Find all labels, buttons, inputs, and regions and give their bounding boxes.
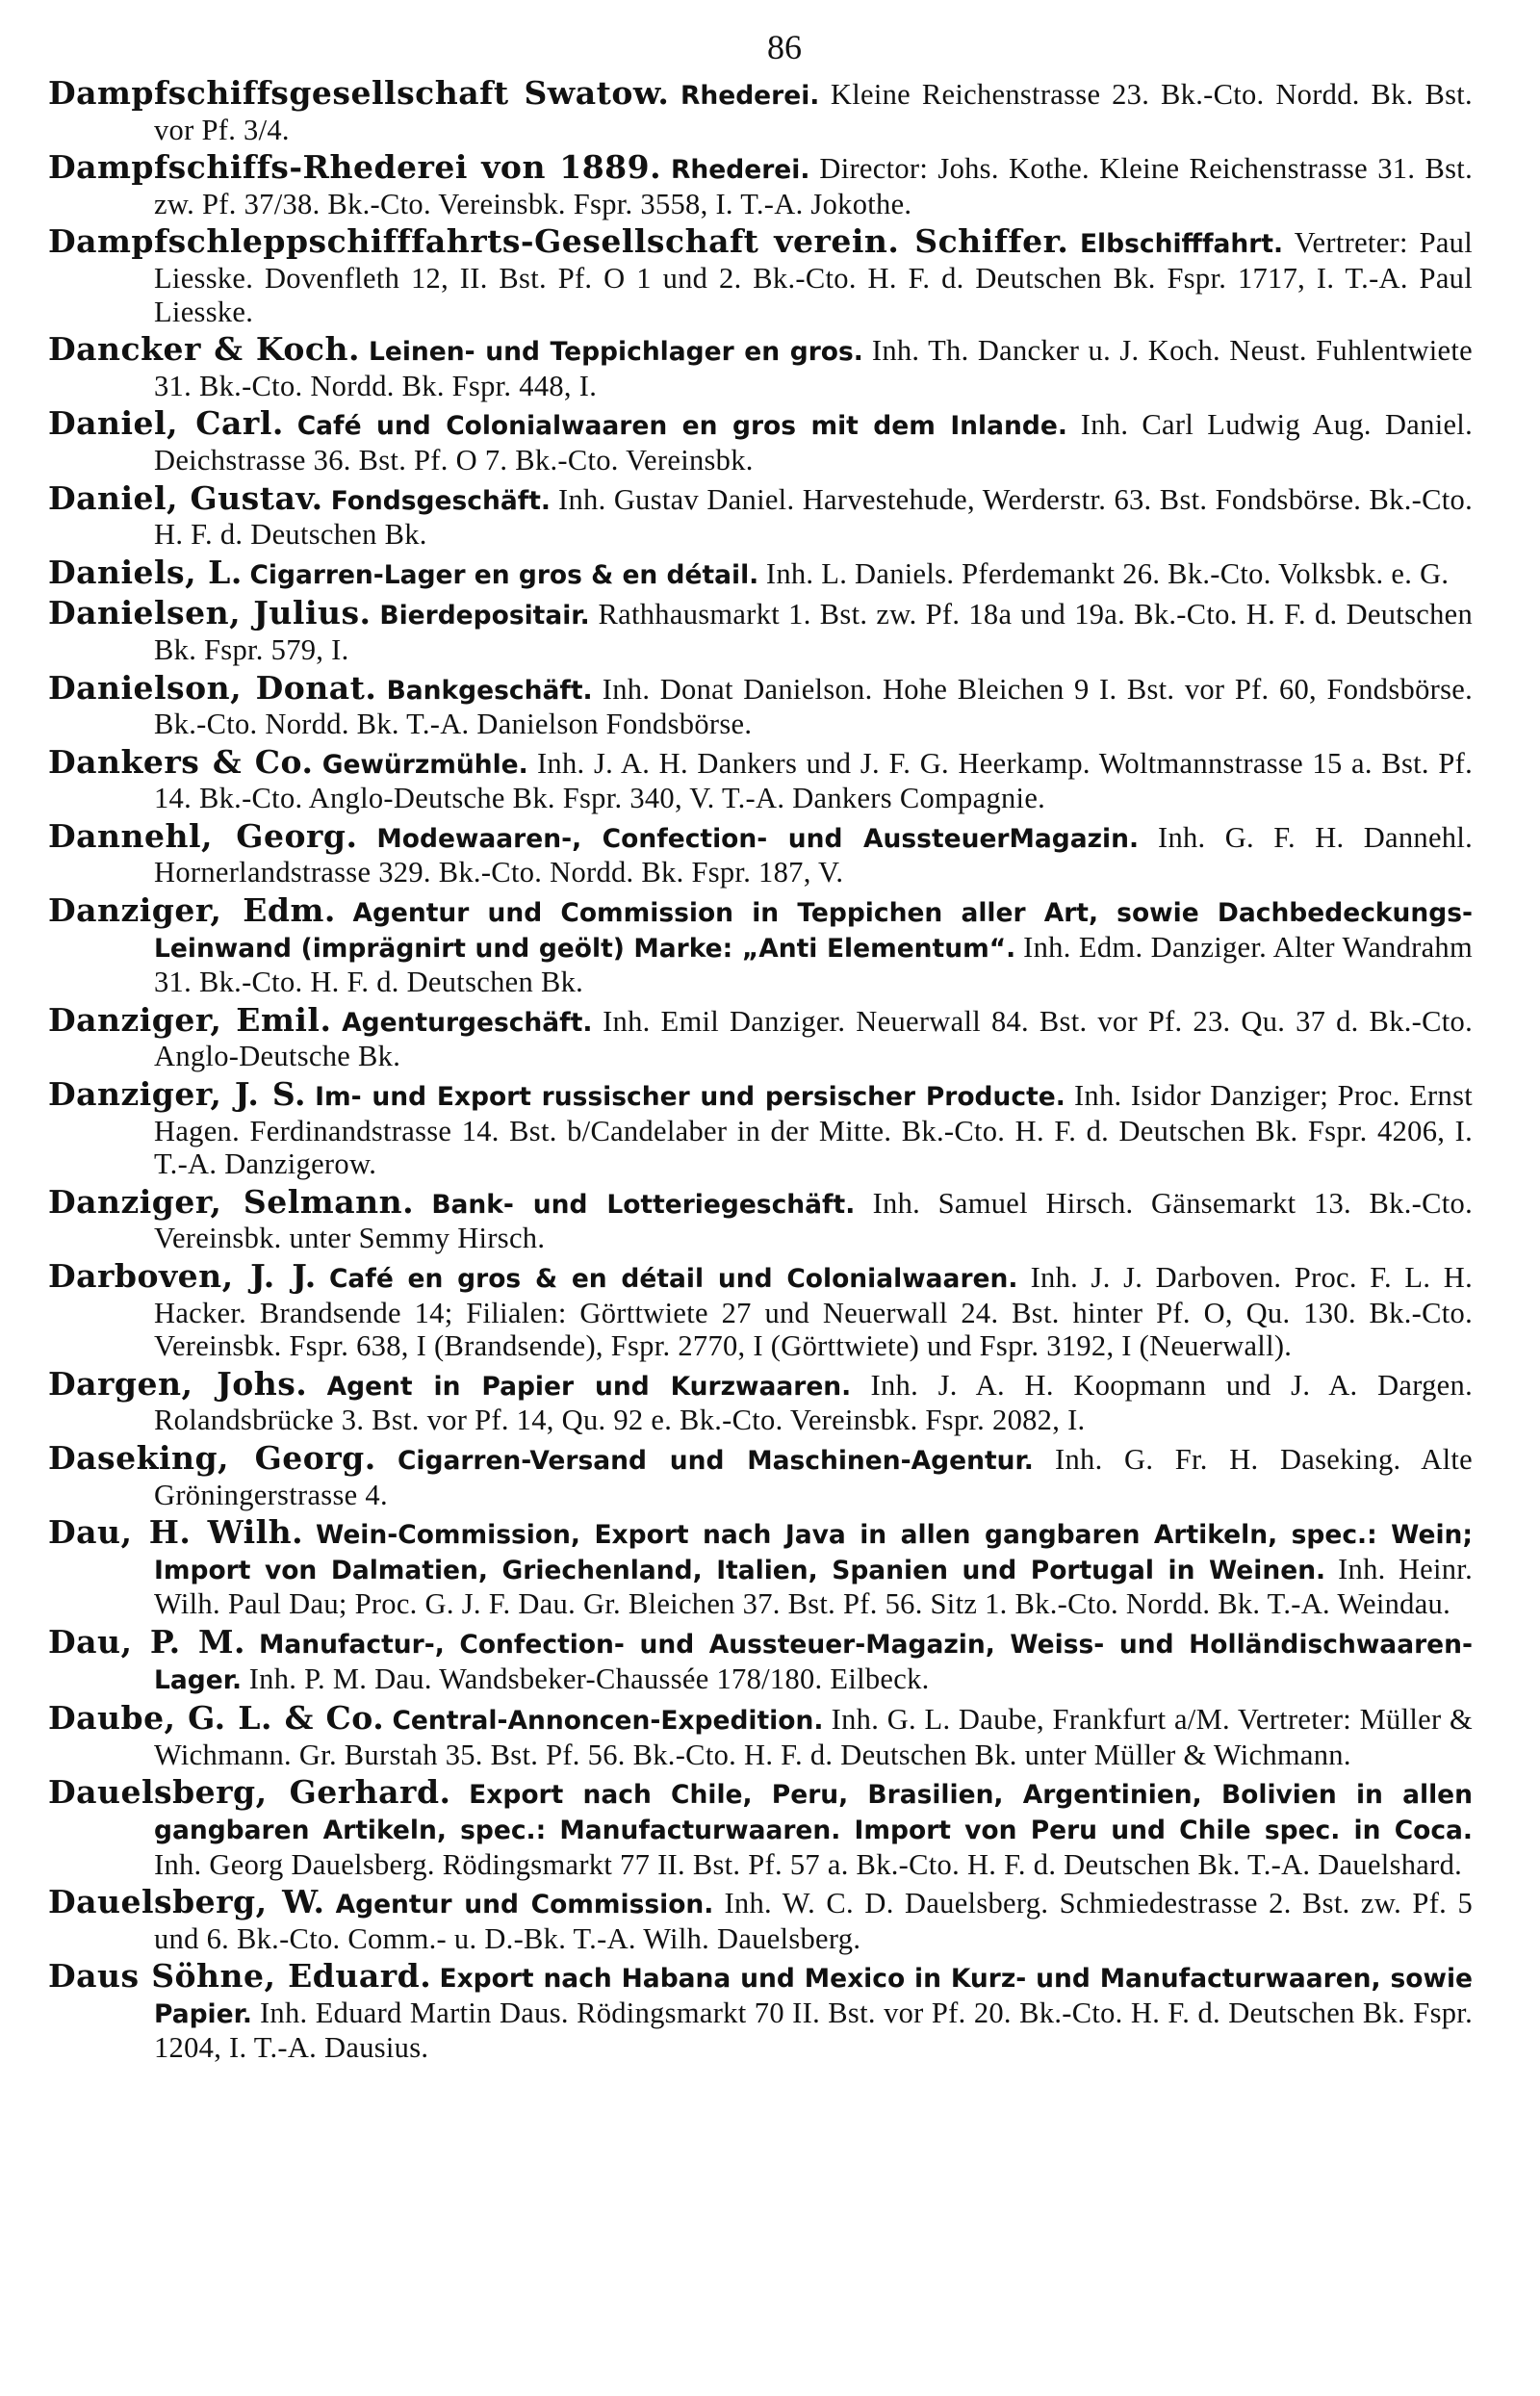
entry-details: Vertreter: Paul Liesske. Dovenfleth 12, II. Bst. Pf. O 1 und 2. Bk.-Cto. H. F. d. Deutschen Bk. Fspr. 1717, I. T.-A. Paul Liesske. — [154, 226, 1473, 328]
entry-business: Rhederei. — [680, 81, 820, 111]
entry-name: Daube, G. L. & Co. — [48, 1699, 385, 1738]
directory-entry — [48, 742, 1473, 815]
directory-entry — [48, 222, 1473, 328]
entry-name: Dampfschiffs-Rhederei von 1889. — [48, 148, 662, 187]
entry-business: Leinen- und Teppichlager en gros. — [368, 337, 863, 368]
entry-business: Cigarren-Lager en gros & en détail. — [249, 559, 759, 590]
directory-entry — [48, 1513, 1473, 1621]
directory-entry — [48, 1438, 1474, 1511]
entry-details: Inh. Gustav Daniel. Harvestehude, Werderstr. 63. Bst. Fondsbörse. Bk.-Cto. H. F. d. Deutschen Bk. — [154, 482, 1474, 552]
directory-entry — [48, 1257, 1474, 1363]
directory-entry — [48, 1000, 1474, 1073]
directory-entry — [48, 74, 1473, 146]
entry-business: Café en gros & en détail und Colonialwaaren. — [328, 1264, 1018, 1294]
entry-name: Dannehl, Georg. — [48, 816, 358, 855]
entry-name: Darboven, J. J. — [48, 1257, 317, 1295]
entry-business: Agentur und Commission. — [335, 1890, 714, 1920]
entry-details: Inh. Samuel Hirsch. Gänsemarkt 13. Bk.-Cto. Vereinsbk. unter Semmy Hirsch. — [154, 1186, 1474, 1255]
directory-entry — [48, 148, 1474, 220]
entry-name: Dau, H. Wilh. — [48, 1513, 304, 1552]
directory-entry — [48, 891, 1474, 999]
entry-name: Danziger, Edm. — [48, 891, 336, 930]
entry-name: Dargen, Johs. — [48, 1364, 308, 1403]
entry-business: Cigarren-Versand und Maschinen-Agentur. — [397, 1445, 1034, 1476]
entry-business: Agenturgeschäft. — [342, 1007, 593, 1038]
directory-entry — [48, 478, 1474, 552]
directory-entry — [48, 1622, 1473, 1697]
entry-details: Director: Johs. Kothe. Kleine Reichenstrasse 31. Bst. zw. Pf. 37/38. Bk.-Cto. Vereinsbk. Fspr. 3558, I. T.-A. Jokothe. — [154, 152, 1474, 220]
entry-name: Dauelsberg, Gerhard. — [48, 1773, 451, 1812]
entry-business: Export nach Chile, Peru, Brasilien, Argentinien, Bolivien in allen gangbaren Artikeln, spec.: Manufacturwaaren. Import von Peru und Chile spec. in Coca. — [154, 1780, 1474, 1845]
entry-details: Inh. Eduard Martin Daus. Rödingsmarkt 70 II. Bst. vor Pf. 20. Bk.-Cto. H. F. d. Deutschen Bk. Fspr. 1204, I. T.-A. Dausius. — [154, 1996, 1473, 2065]
directory-entry — [48, 553, 1473, 593]
entry-details: Inh. J. A. H. Dankers und J. F. G. Heerkamp. Woltmannstrasse 15 a. Bst. Pf. 14. Bk.-Cto. Anglo-Deutsche Bk. Fspr. 340, V. T.-A. Dankers Compagnie. — [154, 746, 1473, 815]
directory-entry — [48, 330, 1474, 402]
entry-details: Inh. J. A. H. Koopmann und J. A. Dargen. Rolandsbrücke 3. Bst. vor Pf. 14, Qu. 92 e. Bk.-Cto. Vereinsbk. Fspr. 2082, I. — [154, 1368, 1473, 1437]
directory-entry — [48, 1364, 1473, 1437]
entry-name: Daniel, Gustav. — [48, 478, 323, 517]
entry-details: Inh. G. F. H. Dannehl. Hornerlandstrasse 329. Bk.-Cto. Nordd. Bk. Fspr. 187, V. — [154, 820, 1474, 889]
entry-name: Danziger, Selmann. — [48, 1182, 415, 1221]
entry-name: Danziger, J. S. — [48, 1075, 307, 1114]
entry-details: Inh. Emil Danziger. Neuerwall 84. Bst. vor Pf. 23. Qu. 37 d. Bk.-Cto. Anglo-Deutsche Bk. — [154, 1004, 1474, 1073]
entry-business: Bankgeschäft. — [386, 675, 593, 706]
entry-name: Daniel, Carl. — [48, 404, 284, 443]
entry-name: Dampfschleppschifffahrts-Gesellschaft verein. Schiffer. — [48, 222, 1069, 261]
entry-business: Fondsgeschäft. — [330, 485, 551, 516]
entry-details: Inh. J. J. Darboven. Proc. F. L. H. Hacker. Brandsende 14; Filialen: Görttwiete 27 und Neuerwall 24. Bst. hinter Pf. O, Qu. 130. Bk.-Cto. Vereinsbk. Fspr. 638, I (Brandsende), Fspr. 2770, I (Görttwiete) und Fspr. 3192, I (Neuerwall). — [154, 1261, 1474, 1363]
entry-name: Dampfschiffsgesellschaft Swatow. — [48, 74, 670, 112]
entry-business: Im- und Export russischer und persischer Producte. — [315, 1082, 1065, 1113]
entry-business: Elbschifffahrt. — [1079, 229, 1284, 260]
directory-entry — [48, 816, 1474, 889]
entry-business: Gewürzmühle. — [321, 749, 528, 780]
page-number: 86 — [767, 28, 802, 66]
entry-name: Dankers & Co. — [48, 742, 314, 781]
directory-entry — [48, 1075, 1474, 1181]
directory-entry — [48, 1957, 1473, 2065]
directory-entry — [48, 668, 1474, 741]
entry-business: Export nach Habana und Mexico in Kurz- und Manufacturwaaren, sowie Papier. — [154, 1964, 1473, 2029]
entry-name: Dau, P. M. — [48, 1622, 246, 1661]
entry-details: Inh. Isidor Danziger; Proc. Ernst Hagen. Ferdinandstrasse 14. Bst. b/Candelaber in der Mitte. Bk.-Cto. H. F. d. Deutschen Bk. Fspr. 4206, I. T.-A. Danzigerow. — [154, 1079, 1474, 1181]
directory-entry — [48, 404, 1474, 477]
entry-details: Inh. Georg Dauelsberg. Rödingsmarkt 77 II. Bst. Pf. 57 a. Bk.-Cto. H. F. d. Deutschen Bk. T.-A. Dauelshard. — [154, 1847, 1463, 1881]
entry-name: Daseking, Georg. — [48, 1438, 376, 1477]
directory-entry — [48, 1182, 1474, 1255]
directory-entry — [48, 594, 1474, 666]
entry-name: Danielson, Donat. — [48, 668, 377, 707]
entry-details: Kleine Reichenstrasse 23. Bk.-Cto. Nordd. Bk. Bst. vor Pf. 3/4. — [154, 78, 1473, 146]
entry-details: Inh. P. M. Dau. Wandsbeker-Chaussée 178/180. Eilbeck. — [248, 1662, 930, 1695]
entry-business: Café und Colonialwaaren en gros mit dem Inlande. — [296, 411, 1067, 442]
directory-page — [48, 0, 1482, 2396]
entry-business: Agentur und Commission in Teppichen aller Art, sowie Dachbedeckungs-Leinwand (imprägnirt und geölt) Marke: „Anti Elementum“. — [154, 898, 1473, 964]
entry-name: Danielsen, Julius. — [48, 594, 372, 632]
entry-business: Modewaaren-, Confection- und AussteuerMagazin. — [376, 823, 1140, 854]
entry-details: Inh. Th. Dancker u. J. Koch. Neust. Fuhlentwiete 31. Bk.-Cto. Nordd. Bk. Fspr. 448, I. — [154, 334, 1474, 402]
entry-business: Rhederei. — [671, 155, 810, 186]
entry-business: Agent in Papier und Kurzwaaren. — [326, 1371, 852, 1402]
entry-details: Inh. G. L. Daube, Frankfurt a/M. Vertreter: Müller & Wichmann. Gr. Burstah 35. Bst. Pf. 56. Bk.-Cto. H. F. d. Deutschen Bk. unter Müller & Wichmann. — [154, 1703, 1474, 1771]
entry-business: Wein-Commission, Export nach Java in allen gangbaren Artikeln, spec.: Wein; Import von Dalmatien, Griechenland, Italien, Spanien und Portugal in Weinen. — [154, 1520, 1473, 1585]
entry-name: Danziger, Emil. — [48, 1000, 332, 1039]
entry-details: Inh. Carl Ludwig Aug. Daniel. Deichstrasse 36. Bst. Pf. O 7. Bk.-Cto. Vereinsbk. — [154, 408, 1474, 477]
entry-details: Rathhausmarkt 1. Bst. zw. Pf. 18a und 19a. Bk.-Cto. H. F. d. Deutschen Bk. Fspr. 579, I. — [154, 598, 1474, 666]
entry-name: Dauelsberg, W. — [48, 1883, 325, 1921]
entry-details: Inh. G. Fr. H. Daseking. Alte Gröningerstrasse 4. — [154, 1442, 1474, 1511]
entry-name: Daus Söhne, Eduard. — [48, 1957, 432, 1996]
entry-name: Daniels, L. — [48, 553, 243, 591]
directory-entry — [48, 1773, 1474, 1881]
directory-entry — [48, 1883, 1474, 1955]
entry-name: Dancker & Koch. — [48, 330, 360, 369]
entry-details: Inh. Donat Danielson. Hohe Bleichen 9 I. Bst. vor Pf. 60, Fondsbörse. Bk.-Cto. Nordd. Bk. T.-A. Danielson Fondsbörse. — [154, 672, 1474, 741]
entry-details: Inh. Heinr. Wilh. Paul Dau; Proc. G. J. F. Dau. Gr. Bleichen 37. Bst. Pf. 56. Sitz 1. Bk.-Cto. Nordd. Bk. T.-A. Weindau. — [154, 1552, 1473, 1621]
entry-details: Inh. W. C. D. Dauelsberg. Schmiedestrasse 2. Bst. zw. Pf. 5 und 6. Bk.-Cto. Comm.- u. D.-Bk. T.-A. Wilh. Dauelsberg. — [154, 1887, 1474, 1955]
entry-business: Central-Annoncen-Expedition. — [392, 1706, 824, 1737]
entry-details: Inh. L. Daniels. Pferdemankt 26. Bk.-Cto. Volksbk. e. G. — [765, 556, 1450, 590]
entry-details: Inh. Edm. Danziger. Alter Wandrahm 31. Bk.-Cto. H. F. d. Deutschen Bk. — [154, 930, 1474, 999]
entry-business: Manufactur-, Confection- und Aussteuer-Magazin, Weiss- und Holländischwaaren-Lager. — [154, 1629, 1473, 1695]
entry-business: Bank- und Lotteriegeschäft. — [431, 1189, 856, 1220]
entry-list — [48, 74, 1482, 2065]
directory-entry — [48, 1699, 1474, 1771]
entry-business: Bierdepositair. — [379, 601, 590, 631]
